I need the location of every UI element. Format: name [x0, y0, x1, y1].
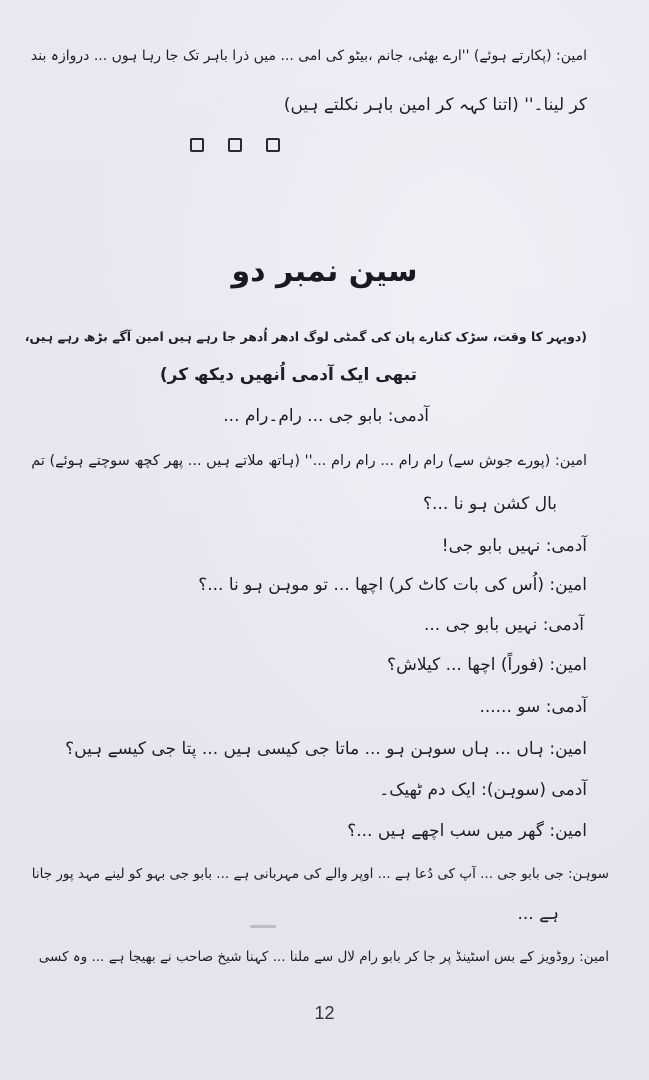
- dialogue-line-13: امین: گھر میں سب اچھے ہیں ...؟: [347, 821, 587, 841]
- separator-square: [228, 138, 242, 152]
- dialogue-line-11: امین: ہاں ... ہاں سوہن ہو ... ماتا جی کیسی ہیں ... پتا جی کیسے ہیں؟: [65, 739, 587, 759]
- dialogue-line-6: آدمی: نہیں بابو جی!: [441, 536, 587, 556]
- dialogue-line-5: بال کشن ہو نا ...؟: [423, 494, 557, 514]
- stage-direction-line-1: (دوپہر کا وقت، سڑک کنارے پان کی گمٹی لوگ ادھر اُدھر جا رہے ہیں امین آگے بڑھ رہے ہیں،: [24, 329, 587, 344]
- dialogue-line-7: امین: (اُس کی بات کاٹ کر) اچھا ... تو موہن ہو نا ...؟: [198, 575, 587, 595]
- dialogue-line-10: آدمی: سو ......: [479, 697, 587, 717]
- dialogue-line-16: امین: روڈویز کے بس اسٹینڈ پر جا کر بابو رام لال سے ملنا ... کہنا شیخ صاحب نے بھیجا ہے ... وہ کسی: [38, 949, 609, 965]
- ink-smudge: [250, 925, 276, 928]
- scene-heading: سین نمبر دو: [231, 254, 418, 289]
- dialogue-line-15: ہے ...: [517, 904, 559, 924]
- dialogue-line-3: آدمی: بابو جی ... رام۔رام ...: [223, 406, 429, 426]
- scene-separator: [190, 138, 280, 152]
- dialogue-line-14: سوہن: جی بابو جی ... آپ کی دُعا ہے ... اوپر والے کی مہربانی ہے ... بابو جی بہو کو لینے مہد پور جانا: [31, 866, 609, 882]
- dialogue-line-12: آدمی (سوہن): ایک دم ٹھیک۔: [379, 780, 587, 800]
- separator-square: [190, 138, 204, 152]
- dialogue-line-2: کر لینا۔'' (اتنا کہہ کر امین باہر نکلتے ہیں): [283, 95, 587, 115]
- page-number: 12: [314, 1003, 335, 1023]
- dialogue-line-8: آدمی: نہیں بابو جی ...: [424, 615, 584, 635]
- dialogue-line-9: امین: (فوراً) اچھا ... کیلاش؟: [387, 655, 587, 675]
- separator-square: [266, 138, 280, 152]
- dialogue-line-4: امین: (پورے جوش سے) رام رام ... رام رام ...'' (ہاتھ ملاتے ہیں ... پھر کچھ سوچتے ہوئے) تم: [31, 453, 587, 469]
- stage-direction-line-2: تبھی ایک آدمی اُنھیں دیکھ کر): [159, 365, 417, 385]
- dialogue-line-1: امین: (پکارتے ہوئے) ''ارے بھئی، جانم ،بیٹو کی امی ... میں ذرا باہر تک جا رہا ہوں ... دروازہ بند: [30, 48, 587, 64]
